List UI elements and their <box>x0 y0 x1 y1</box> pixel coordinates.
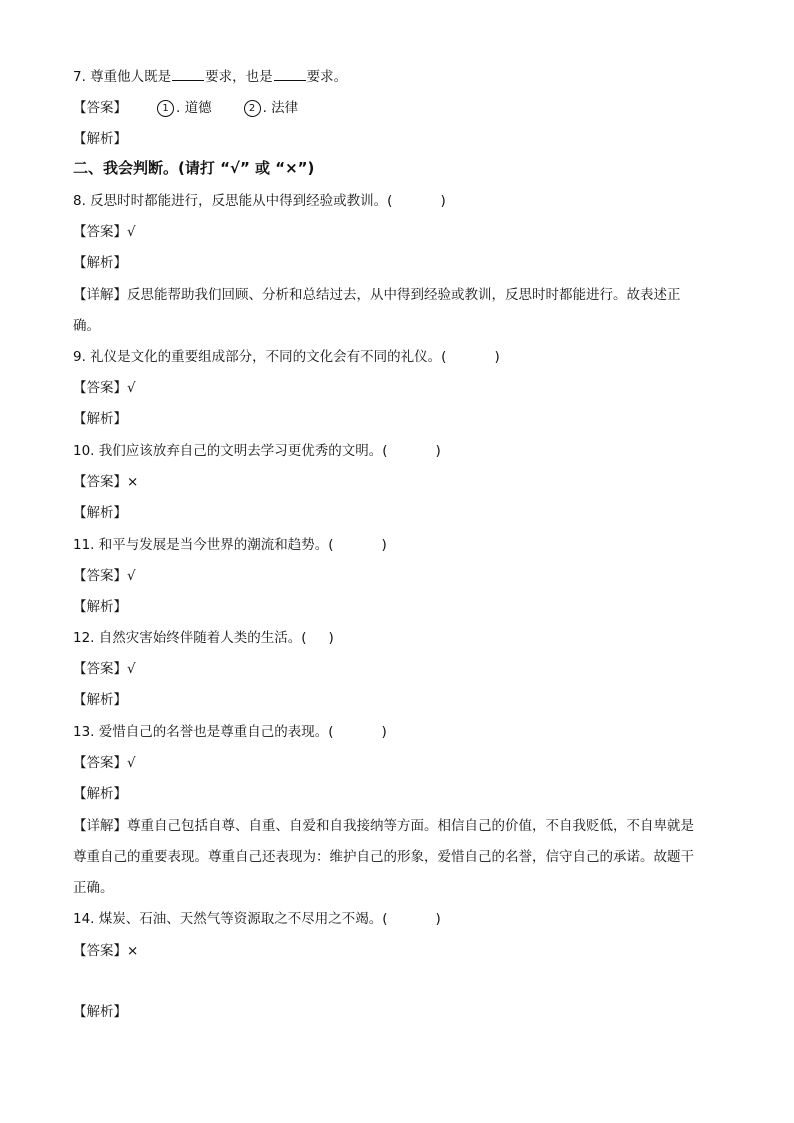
question-8-stem <box>73 191 446 211</box>
question-10-stem <box>73 441 441 461</box>
question-9-analysis: 【解析】 <box>73 411 127 427</box>
question-12-stem <box>73 628 334 648</box>
q12-stem-text: 12. 自然灾害始终伴随着人类的生活。( <box>73 630 307 646</box>
question-12-answer: 【答案】√ <box>73 661 136 677</box>
question-9-answer: 【答案】√ <box>73 380 136 396</box>
q7-text-b: 要求，也是 <box>205 69 273 85</box>
q13-stem-text: 13. 爱惜自己的名誉也是尊重自己的表现。( <box>73 724 334 740</box>
question-12-analysis: 【解析】 <box>73 692 127 708</box>
q10-stem-text: 10. 我们应该放弃自己的文明去学习更优秀的文明。( <box>73 443 388 459</box>
q11-stem-text: 11. 和平与发展是当今世界的潮流和趋势。( <box>73 537 334 553</box>
q13-paren-close: ) <box>381 724 387 740</box>
q8-stem-text: 8. 反思时时都能进行，反思能从中得到经验或教训。( <box>73 193 393 209</box>
question-13-detail-line-3: 正确。 <box>73 880 114 896</box>
question-7-stem <box>73 66 347 87</box>
question-11-analysis: 【解析】 <box>73 599 127 615</box>
question-11-answer: 【答案】√ <box>73 568 136 584</box>
question-9-stem <box>73 347 500 367</box>
question-13-detail-line-2: 尊重自己的重要表现。尊重自己还表现为：维护自己的形象，爱惜自己的名誉，信守自己的承诺。故题干 <box>73 849 694 865</box>
question-13-answer: 【答案】√ <box>73 755 136 771</box>
question-8-answer: 【答案】√ <box>73 224 136 240</box>
q7-blank-1 <box>172 66 204 81</box>
question-14-answer: 【答案】× <box>73 943 139 959</box>
question-13-analysis: 【解析】 <box>73 786 127 802</box>
q7-text-a: 7. 尊重他人既是 <box>73 69 172 85</box>
question-8-detail-line-1: 【详解】反思能帮助我们回顾、分析和总结过去，从中得到经验或教训，反思时时都能进行。故表述正 <box>73 287 681 303</box>
q9-stem-text: 9. 礼仪是文化的重要组成部分，不同的文化会有不同的礼仪。( <box>73 349 447 365</box>
q9-paren-close: ) <box>494 349 500 365</box>
question-10-analysis: 【解析】 <box>73 505 127 521</box>
q14-stem-text: 14. 煤炭、石油、天然气等资源取之不尽用之不竭。( <box>73 911 388 927</box>
question-7-answer <box>73 98 298 118</box>
q7-answer-2: . 法律 <box>262 100 299 116</box>
question-11-stem <box>73 535 387 555</box>
question-13-detail-line-1: 【详解】尊重自己包括自尊、自重、自爱和自我接纳等方面。相信自己的价值，不自我贬低，不自卑就是 <box>73 818 694 834</box>
question-7-analysis: 【解析】 <box>73 131 127 147</box>
question-10-answer: 【答案】× <box>73 474 139 490</box>
circle-number-2: 2 <box>244 100 261 117</box>
question-8-analysis: 【解析】 <box>73 255 127 271</box>
q14-paren-close: ) <box>435 911 441 927</box>
q7-answer-1: . 道德 <box>176 100 212 116</box>
q10-paren-close: ) <box>435 443 441 459</box>
question-14-analysis: 【解析】 <box>73 1004 127 1020</box>
q7-blank-2 <box>274 66 306 81</box>
question-14-stem <box>73 909 441 929</box>
circle-number-1: 1 <box>157 100 174 117</box>
q7-text-c: 要求。 <box>306 69 348 85</box>
q11-paren-close: ) <box>381 537 387 553</box>
section-2-title: 二、我会判断。(请打 “√” 或 “×”) <box>73 159 315 177</box>
q8-paren-close: ) <box>440 193 446 209</box>
q12-paren-close: ) <box>328 630 334 646</box>
question-8-detail-line-2: 确。 <box>73 318 100 334</box>
answer-label: 【答案】 <box>73 100 127 116</box>
question-13-stem <box>73 722 387 742</box>
